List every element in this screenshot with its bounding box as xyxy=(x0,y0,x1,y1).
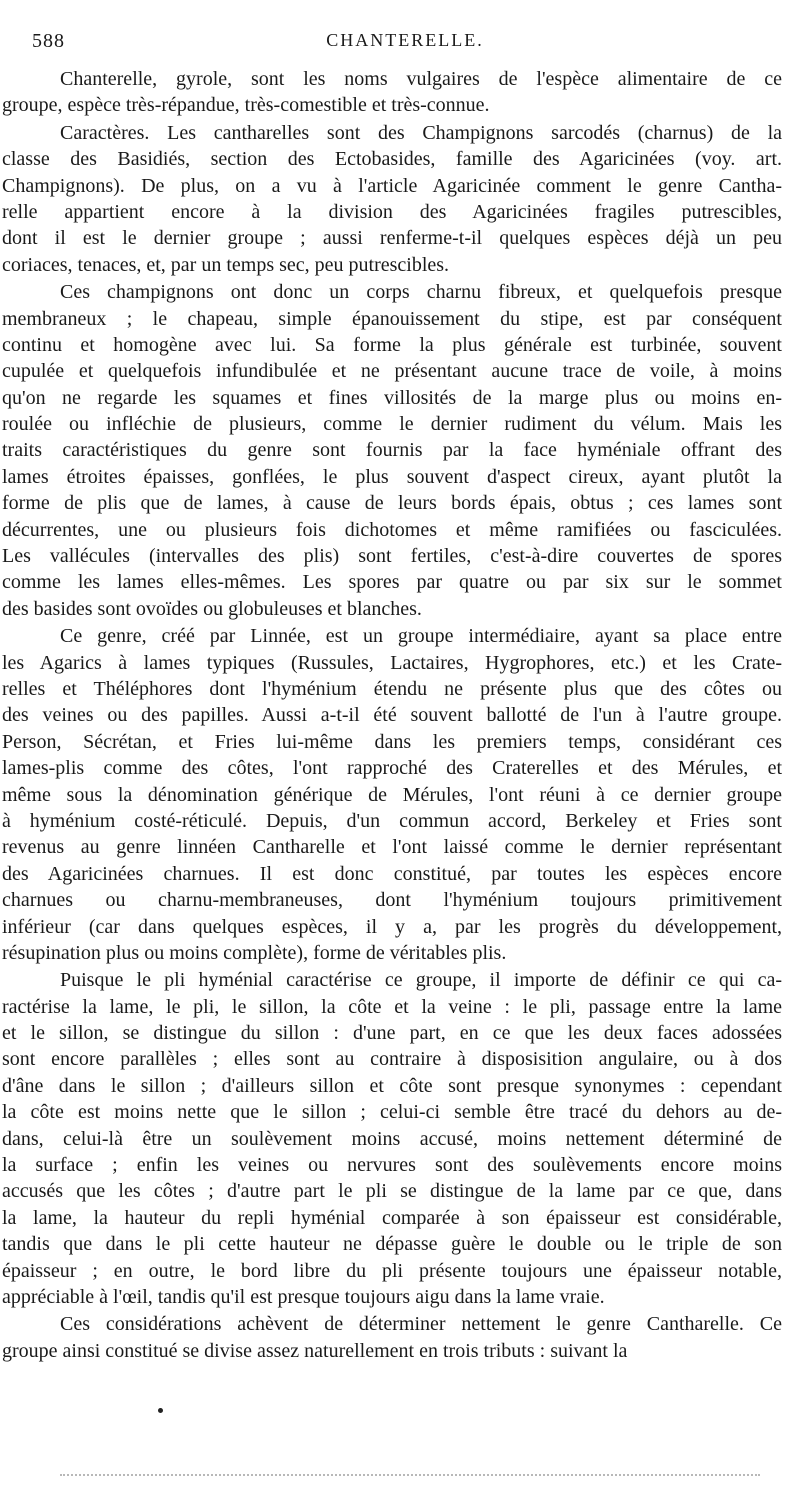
text-line: à hyménium costé-réticulé. Depuis, d'un commun accord, Berkeley et Fries sont xyxy=(2,809,782,832)
text-line: la côte est moins nette que le sillon ; celui-ci semble être tracé du dehors au de- xyxy=(2,1101,782,1124)
text-line: groupe, espèce très-répandue, très-comestible et très-connue. xyxy=(2,94,490,117)
text-line: lames étroites épaisses, gonflées, le plus souvent d'aspect cireux, ayant plutôt la xyxy=(2,465,782,488)
text-line: épaisseur ; en outre, le bord libre du pli présente toujours une épaisseur notable, xyxy=(2,1259,782,1282)
text-line: Ces champignons ont donc un corps charnu fibreux, et quelquefois presque xyxy=(60,281,782,304)
text-line: continu et homogène avec lui. Sa forme la plus générale est turbinée, souvent xyxy=(2,333,782,356)
text-line: d'âne dans le sillon ; d'ailleurs sillon et côte sont presque synonymes : cependant xyxy=(2,1074,782,1097)
text-line: cupulée et quelquefois infundibulée et ne présentant aucune trace de voile, à moins xyxy=(2,360,782,383)
page-number: 588 xyxy=(32,30,65,52)
text-line: des basides sont ovoïdes ou globuleuses et blanches. xyxy=(2,597,422,620)
text-line: la lame, la hauteur du repli hyménial comparée à son épaisseur est considérable, xyxy=(2,1206,782,1229)
text-line: Ce genre, créé par Linnée, est un groupe intermédiaire, ayant sa place entre xyxy=(60,625,782,648)
text-line: roulée ou infléchie de plusieurs, comme le dernier rudiment du vélum. Mais les xyxy=(2,413,782,436)
text-line: dans, celui-là être un soulèvement moins accusé, moins nettement déterminé de xyxy=(2,1127,782,1150)
text-line: décurrentes, une ou plusieurs fois dichotomes et même ramifiées ou fasciculées. xyxy=(2,518,782,541)
text-line: relles et Théléphores dont l'hyménium étendu ne présente plus que des côtes ou xyxy=(2,677,782,700)
ink-dot xyxy=(158,1408,163,1413)
text-line: la surface ; enfin les veines ou nervures sont des soulèvements encore moins xyxy=(2,1154,782,1177)
text-line: Ces considérations achèvent de déterminer nettement le genre Cantharelle. Ce xyxy=(60,1313,782,1336)
text-line: inférieur (car dans quelques espèces, il y a, par les progrès du développement, xyxy=(2,915,782,938)
paragraph xyxy=(2,623,782,966)
text-line: accusés que les côtes ; d'autre part le pli se distingue de la lame par ce que, dans xyxy=(2,1180,782,1203)
text-line: coriaces, tenaces, et, par un temps sec, peu putrescibles. xyxy=(2,253,450,276)
text-line: tandis que dans le pli cette hauteur ne dépasse guère le double ou le triple de son xyxy=(2,1233,782,1256)
text-line: comme les lames elles-mêmes. Les spores par quatre ou par six sur le sommet xyxy=(2,571,782,594)
text-line: appréciable à l'œil, tandis qu'il est presque toujours aigu dans la lame vraie. xyxy=(2,1285,605,1308)
text-line: qu'on ne regarde les squames et fines villosités de la marge plus ou moins en- xyxy=(2,386,782,409)
page-header xyxy=(32,30,778,58)
text-line: des veines ou des papilles. Aussi a-t-il été souvent ballotté de l'un à l'autre groupe. xyxy=(2,704,782,727)
paragraph xyxy=(2,1311,782,1364)
text-line: ractérise la lame, le pli, le sillon, la côte et la veine : le pli, passage entre la lame xyxy=(2,995,782,1018)
text-line: Les vallécules (intervalles des plis) sont fertiles, c'est-à-dire couvertes de spores xyxy=(2,545,782,568)
text-line: Champignons). De plus, on a vu à l'article Agaricinée comment le genre Cantha- xyxy=(2,174,782,197)
text-line: membraneux ; le chapeau, simple épanouissement du stipe, est par conséquent xyxy=(2,307,782,330)
text-line: classe des Basidiés, section des Ectobasides, famille des Agaricinées (voy. art. xyxy=(2,148,782,171)
text-line: Puisque le pli hyménial caractérise ce groupe, il importe de définir ce qui ca- xyxy=(60,969,782,992)
text-line: lames-plis comme des côtes, l'ont rapproché des Craterelles et des Mérules, et xyxy=(2,757,782,780)
paragraph xyxy=(2,279,782,622)
text-line: revenus au genre linnéen Cantharelle et l'ont laissé comme le dernier représentant xyxy=(2,836,782,859)
text-line: les Agarics à lames typiques (Russules, Lactaires, Hygrophores, etc.) et les Crate- xyxy=(2,651,782,674)
text-line: Person, Sécrétan, et Fries lui-même dans les premiers temps, considérant ces xyxy=(2,730,782,753)
text-line: traits caractéristiques du genre sont fournis par la face hyméniale offrant des xyxy=(2,439,782,462)
text-line: des Agaricinées charnues. Il est donc constitué, par toutes les espèces encore xyxy=(2,862,782,885)
paragraph xyxy=(2,120,782,278)
running-head: CHANTERELLE. xyxy=(326,30,484,50)
text-line: groupe ainsi constitué se divise assez naturellement en trois tributs : suivant la xyxy=(2,1339,628,1362)
text-line: forme de plis que de lames, à cause de leurs bords épais, obtus ; ces lames sont xyxy=(2,492,782,515)
text-line: relle appartient encore à la division des Agaricinées fragiles putrescibles, xyxy=(2,200,782,223)
body-text xyxy=(2,66,782,1364)
text-line: dont il est le dernier groupe ; aussi renferme-t-il quelques espèces déjà un peu xyxy=(2,227,782,250)
text-line: sont encore parallèles ; elles sont au contraire à disposisition angulaire, ou à dos xyxy=(2,1048,782,1071)
text-line: et le sillon, se distingue du sillon : d'une part, en ce que les deux faces adossées xyxy=(2,1022,782,1045)
text-line: même sous la dénomination générique de Mérules, l'ont réuni à ce dernier groupe xyxy=(2,783,782,806)
text-line: Caractères. Les cantharelles sont des Champignons sarcodés (charnus) de la xyxy=(60,121,782,144)
bottom-border-dots xyxy=(60,1474,760,1480)
paragraph xyxy=(2,66,782,119)
text-line: Chanterelle, gyrole, sont les noms vulgaires de l'espèce alimentaire de ce xyxy=(60,68,782,90)
text-line: charnues ou charnu-membraneuses, dont l'hyménium toujours primitivement xyxy=(2,889,782,912)
paragraph xyxy=(2,967,782,1310)
text-line: résupination plus ou moins complète), forme de véritables plis. xyxy=(2,941,507,964)
